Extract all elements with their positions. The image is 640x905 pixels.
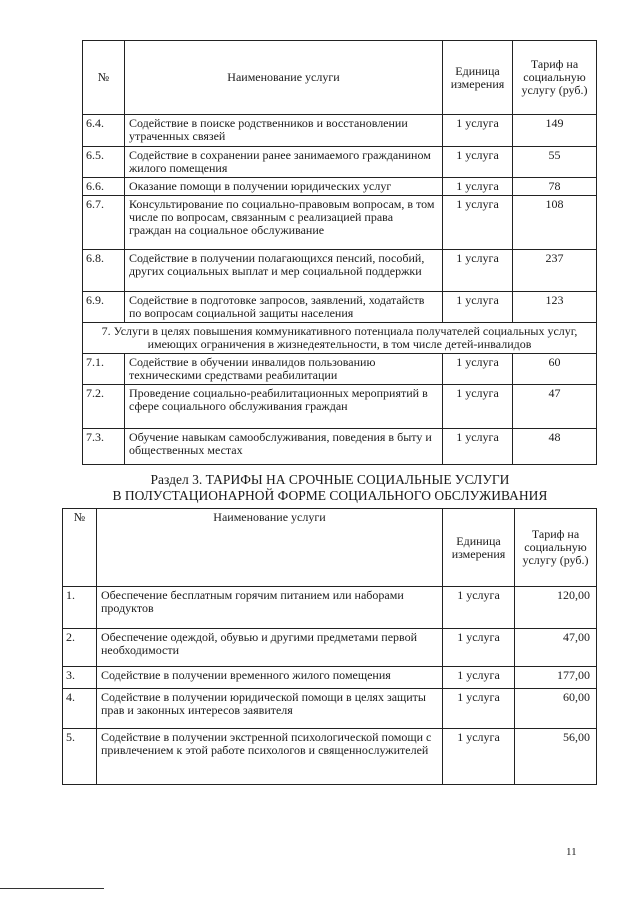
table-row [83,292,597,323]
col-header-num: № [63,509,97,587]
table-row [83,385,597,429]
unit-cell: 1 услуга [443,115,513,147]
row-number: 6.4. [83,115,125,147]
table-body-section-7 [83,354,597,465]
row-number: 7.1. [83,354,125,385]
row-number: 1. [63,587,97,629]
table-row [63,667,597,689]
row-number: 7.2. [83,385,125,429]
price-cell: 177,00 [515,667,597,689]
table-row [63,689,597,729]
col-header-unit: Единица измерения [443,509,515,587]
row-number: 6.5. [83,147,125,178]
row-number: 3. [63,667,97,689]
unit-cell: 1 услуга [443,292,513,323]
section-3-title-line2: В ПОЛУСТАЦИОНАРНОЙ ФОРМЕ СОЦИАЛЬНОГО ОБСЛУЖИВАНИЯ [112,488,548,503]
col-header-name: Наименование услуги [97,509,443,587]
row-number: 7.3. [83,429,125,465]
price-cell: 123 [513,292,597,323]
row-number: 2. [63,629,97,667]
col-header-unit: Единица измерения [443,41,513,115]
price-cell: 78 [513,178,597,196]
col-header-name: Наименование услуги [125,41,443,115]
service-name: Содействие в получении полагающихся пенсий, пособий, других социальных выплат и мер социальной поддержки [125,250,443,292]
table-row [63,629,597,667]
row-number: 6.6. [83,178,125,196]
service-name: Консультирование по социально-правовым вопросам, в том числе по вопросам, связанным с реализацией права граждан на социальное обслуживание [125,196,443,250]
price-cell: 108 [513,196,597,250]
price-cell: 55 [513,147,597,178]
table-body [63,587,597,785]
unit-cell: 1 услуга [443,667,515,689]
service-name: Содействие в поиске родственников и восстановлении утраченных связей [125,115,443,147]
unit-cell: 1 услуга [443,729,515,785]
price-cell: 120,00 [515,587,597,629]
price-cell: 149 [513,115,597,147]
row-number: 4. [63,689,97,729]
table-row [83,147,597,178]
unit-cell: 1 услуга [443,250,513,292]
urgent-services-table [62,508,597,785]
price-cell: 48 [513,429,597,465]
table-row [83,115,597,147]
service-name: Содействие в получении юридической помощи в целях защиты прав и законных интересов заявителя [97,689,443,729]
col-header-price: Тариф на социальную услугу (руб.) [513,41,597,115]
table-row [83,178,597,196]
row-number: 6.9. [83,292,125,323]
unit-cell: 1 услуга [443,178,513,196]
col-header-price: Тариф на социальную услугу (руб.) [515,509,597,587]
service-name: Оказание помощи в получении юридических услуг [125,178,443,196]
service-name: Проведение социально-реабилитационных мероприятий в сфере социального обслуживания граждан [125,385,443,429]
table-row [83,196,597,250]
service-name: Обеспечение бесплатным горячим питанием или наборами продуктов [97,587,443,629]
unit-cell: 1 услуга [443,354,513,385]
service-name: Содействие в сохранении ранее занимаемого гражданином жилого помещения [125,147,443,178]
unit-cell: 1 услуга [443,429,513,465]
service-name: Обеспечение одеждой, обувью и другими предметами первой необходимости [97,629,443,667]
unit-cell: 1 услуга [443,689,515,729]
service-name: Обучение навыкам самообслуживания, поведения в быту и общественных местах [125,429,443,465]
service-name: Содействие в получении временного жилого помещения [97,667,443,689]
row-number: 6.7. [83,196,125,250]
unit-cell: 1 услуга [443,385,513,429]
price-cell: 56,00 [515,729,597,785]
table-row [63,587,597,629]
services-table-6-7 [82,40,597,465]
table-header-row [83,41,597,115]
footnote-divider [0,888,104,889]
price-cell: 60,00 [515,689,597,729]
unit-cell: 1 услуга [443,587,515,629]
unit-cell: 1 услуга [443,147,513,178]
table-header-row [63,509,597,587]
service-name: Содействие в получении экстренной психологической помощи с привлечением к этой работе психологов и священнослужителей [97,729,443,785]
page-number: 11 [566,846,577,858]
table-row [83,250,597,292]
col-header-num: № [83,41,125,115]
service-name: Содействие в обучении инвалидов пользованию техническими средствами реабилитации [125,354,443,385]
unit-cell: 1 услуга [443,196,513,250]
section-7-title: 7. Услуги в целях повышения коммуникативного потенциала получателей социальных услуг, имеющих ограничения в жизнедеятельности, в том числе детей-инвалидов [83,323,597,354]
service-name: Содействие в подготовке запросов, заявлений, ходатайств по вопросам социальной защиты населения [125,292,443,323]
section-3-title-line1: Раздел 3. ТАРИФЫ НА СРОЧНЫЕ СОЦИАЛЬНЫЕ УСЛУГИ [150,472,510,487]
row-number: 5. [63,729,97,785]
table-row [83,354,597,385]
table-body-section-6 [83,115,597,323]
price-cell: 237 [513,250,597,292]
row-number: 6.8. [83,250,125,292]
price-cell: 47 [513,385,597,429]
price-cell: 47,00 [515,629,597,667]
section-7-row [83,323,597,354]
table-row [63,729,597,785]
price-cell: 60 [513,354,597,385]
table-row [83,429,597,465]
unit-cell: 1 услуга [443,629,515,667]
